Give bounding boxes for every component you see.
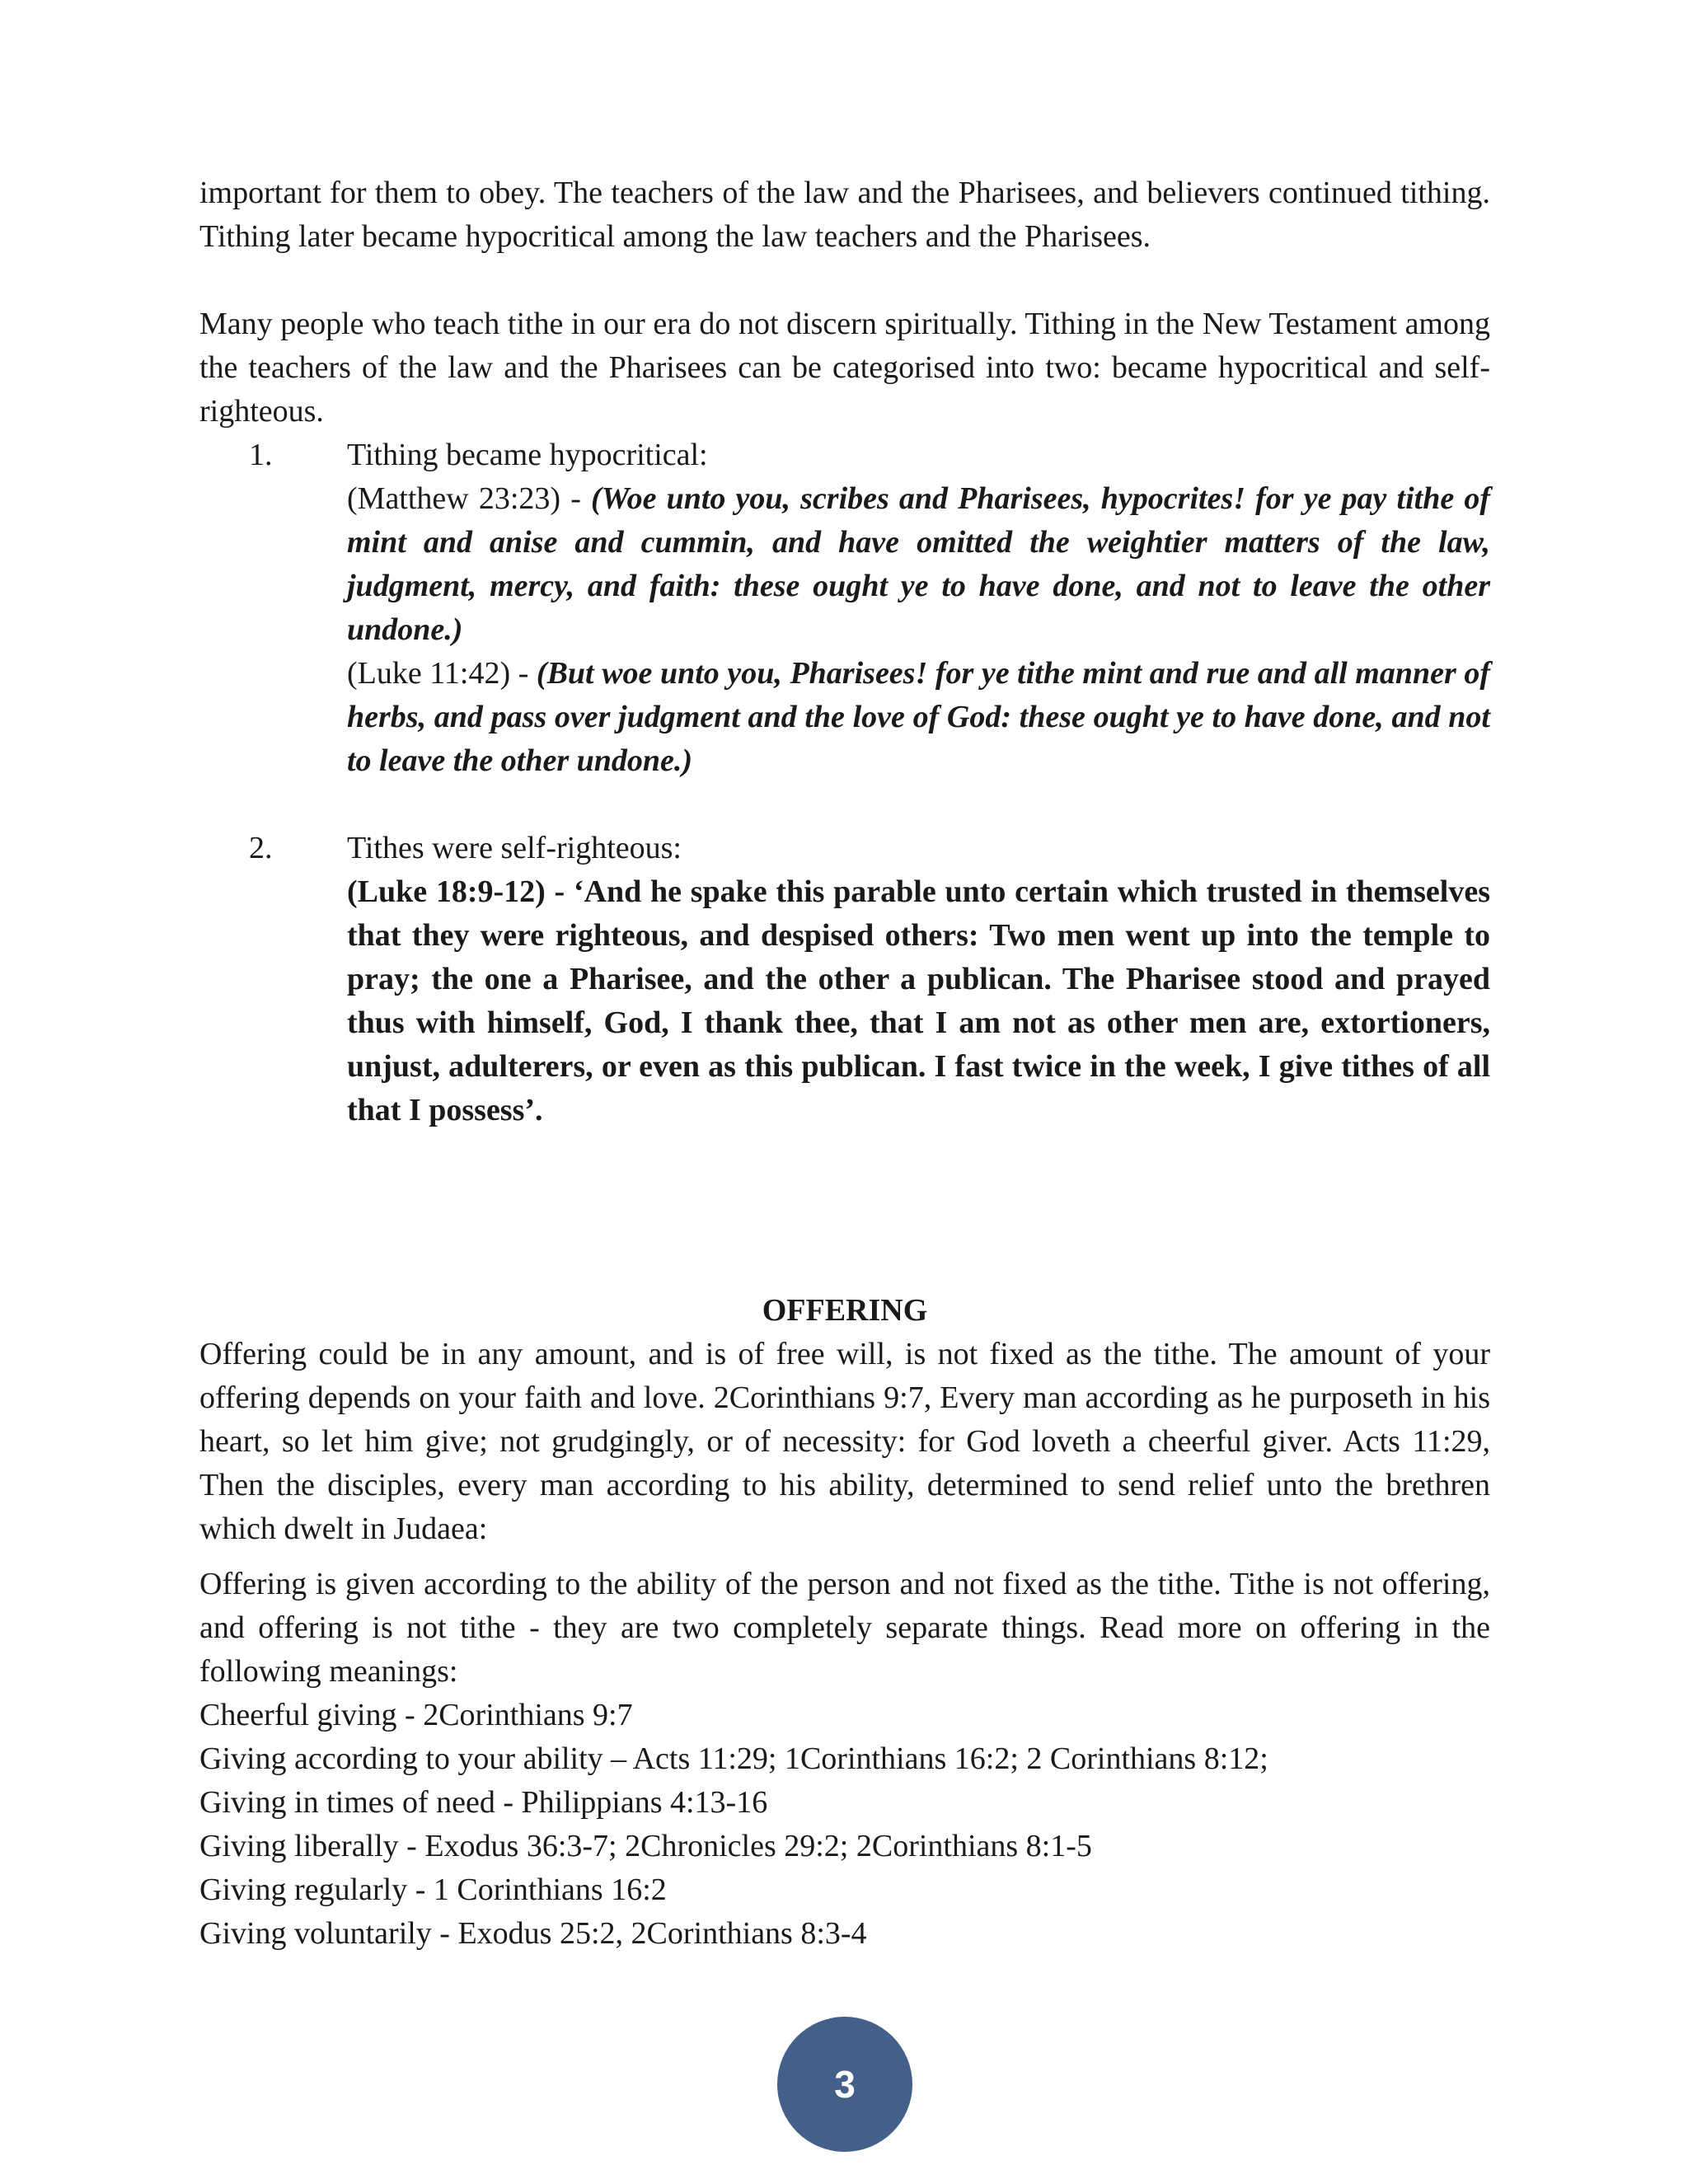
list-item-1 xyxy=(199,434,1490,783)
list-item-title: Tithing became hypocritical: xyxy=(347,438,708,472)
list-item: Giving in times of need - Philippians 4:13-16 xyxy=(199,1785,768,1820)
list-item: Giving voluntarily - Exodus 25:2, 2Corinthians 8:3-4 xyxy=(199,1916,867,1951)
list-item: Giving according to your ability – Acts 11:29; 1Corinthians 16:2; 2 Corinthians 8:12; xyxy=(199,1741,1268,1776)
scripture-matthew xyxy=(347,477,1490,652)
document-body xyxy=(199,171,1490,1956)
intro-paragraph-1: important for them to obey. The teachers of the law and the Pharisees, and believers continued tithing. Tithing later became hypocritical among the law teachers and the Pharisees. xyxy=(199,176,1490,254)
list-number: 2. xyxy=(249,831,273,865)
scripture-luke-11 xyxy=(347,652,1490,783)
offering-paragraph-1: Offering could be in any amount, and is of free will, is not fixed as the tithe. The amount of your offering depends on your faith and love. 2Corinthians 9:7, Every man according as he purposeth in his heart, so let him give; not grudgingly, or of necessity: for God loveth a cheerful giver. Acts 11:29, Then the disciples, every man according to his ability, determined to send relief unto the brethren which dwelt in Judaea: xyxy=(199,1337,1490,1546)
list-item: Cheerful giving - 2Corinthians 9:7 xyxy=(199,1698,633,1732)
scripture-luke-18: (Luke 18:9-12) - ‘And he spake this parable unto certain which trusted in themselves that they were righteous, and despised others: Two men went up into the temple to pray; the one a Pharisee, and the other a publican. The Pharisee stood and prayed thus with himself, God, I thank thee, that I am not as other men are, extortioners, unjust, adulterers, or even as this publican. I fast twice in the week, I give tithes of all that I possess’. xyxy=(347,874,1490,1127)
scripture-quote: (But woe unto you, Pharisees! for ye tithe mint and rue and all manner of herbs, and pass over judgment and the love of God: these ought ye to have done, and not to leave the other undone.) xyxy=(347,656,1490,778)
scripture-label: (Luke 11:42) - xyxy=(347,656,537,691)
scripture-quote: (Woe unto you, scribes and Pharisees, hypocrites! for ye pay tithe of mint and anise and cummin, and have omitted the weightier matters of the law, judgment, mercy, and faith: these ought ye to have done, and not to leave the other undone.) xyxy=(347,481,1490,647)
section-heading: OFFERING xyxy=(762,1293,928,1328)
list-item-title: Tithes were self-righteous: xyxy=(347,831,682,865)
list-item: Giving regularly - 1 Corinthians 16:2 xyxy=(199,1872,667,1907)
list-number: 1. xyxy=(249,438,273,472)
scripture-label: (Matthew 23:23) - xyxy=(347,481,591,516)
intro-paragraph-2: Many people who teach tithe in our era do not discern spiritually. Tithing in the New Testament among the teachers of the law and the Pharisees can be categorised into two: became hypocritical and self-righteous. xyxy=(199,307,1490,429)
list-item: Giving liberally - Exodus 36:3-7; 2Chronicles 29:2; 2Corinthians 8:1-5 xyxy=(199,1829,1092,1863)
offering-paragraph-2: Offering is given according to the ability of the person and not fixed as the tithe. Tithe is not offering, and offering is not tithe - they are two completely separate things. Read more on offering in the following meanings: xyxy=(199,1567,1490,1689)
page-number-badge: 3 xyxy=(777,2017,912,2152)
list-item-2 xyxy=(199,827,1490,1132)
reference-list xyxy=(199,1694,1490,1956)
